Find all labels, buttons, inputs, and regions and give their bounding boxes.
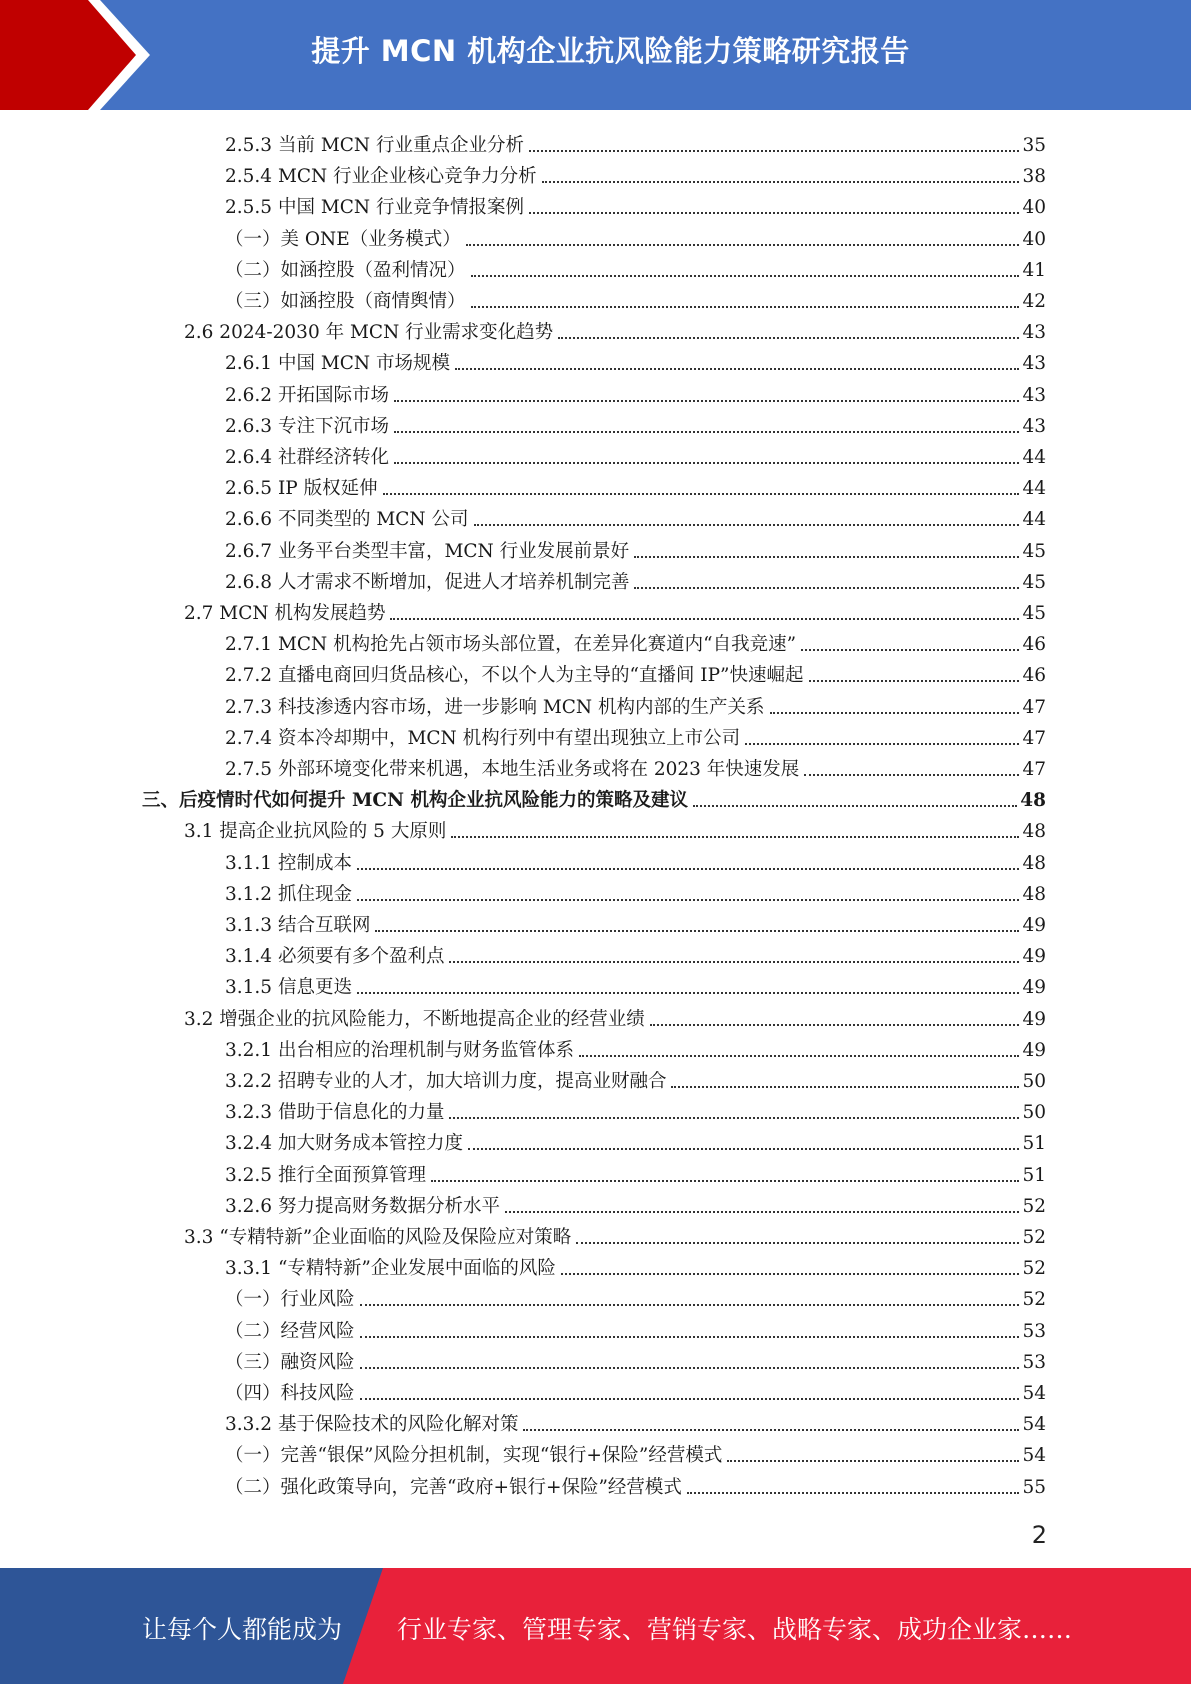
toc-entry[interactable]: [225, 376, 1046, 407]
toc-entry-label: 3.1.1 控制成本: [225, 852, 352, 874]
toc-entry-label: 2.6.2 开拓国际市场: [225, 384, 389, 406]
header-banner: [0, 0, 1191, 110]
toc-entry-label: 2.6 2024-2030 年 MCN 行业需求变化趋势: [184, 322, 554, 344]
toc-dot-leader: [727, 1460, 1019, 1462]
toc-dot-leader: [561, 1273, 1020, 1275]
toc-dot-leader: [634, 556, 1019, 558]
toc-entry-label: 2.5.4 MCN 行业企业核心竞争力分析: [225, 166, 537, 188]
toc-dot-leader: [558, 337, 1019, 339]
toc-dot-leader: [693, 805, 1017, 807]
toc-entry-label: （一）完善“银保”风险分担机制，实现“银行+保险”经营模式: [225, 1445, 723, 1467]
toc-dot-leader: [529, 212, 1019, 214]
toc-dot-leader: [471, 275, 1020, 277]
toc-entry[interactable]: [225, 282, 1046, 313]
toc-entry-page: 49: [1022, 977, 1046, 999]
toc-entry[interactable]: [225, 688, 1046, 719]
toc-dot-leader: [471, 306, 1020, 308]
toc-dot-leader: [671, 1086, 1019, 1088]
toc-entry[interactable]: [184, 1000, 1046, 1031]
toc-entry-label: （二）强化政策导向，完善“政府+银行+保险”经营模式: [225, 1476, 682, 1498]
toc-entry-label: 3.2 增强企业的抗风险能力，不断地提高企业的经营业绩: [184, 1008, 645, 1030]
toc-dot-leader: [449, 961, 1019, 963]
toc-entry-label: 2.6.5 IP 版权延伸: [225, 478, 378, 500]
toc-entry-label: 2.6.4 社群经济转化: [225, 447, 389, 468]
toc-entry-label: 3.2.5 推行全面预算管理: [225, 1164, 426, 1186]
toc-entry[interactable]: [225, 1062, 1046, 1093]
toc-entry[interactable]: [225, 1312, 1046, 1343]
toc-entry-label: （三）如涵控股（商情舆情）: [225, 291, 466, 312]
toc-dot-leader: [357, 868, 1020, 870]
toc-entry-page: 52: [1022, 1195, 1046, 1217]
toc-entry-page: 50: [1022, 1102, 1046, 1124]
toc-entry-page: 40: [1022, 228, 1046, 250]
toc-entry[interactable]: [184, 812, 1046, 843]
toc-dot-leader: [360, 1398, 1020, 1400]
toc-entry[interactable]: [225, 157, 1046, 188]
toc-entry-label: 三、后疫情时代如何提升 MCN 机构企业抗风险能力的策略及建议: [142, 790, 688, 812]
toc-entry-label: 3.2.6 努力提高财务数据分析水平: [225, 1195, 500, 1217]
toc-dot-leader: [687, 1492, 1020, 1494]
toc-dot-leader: [360, 1367, 1020, 1369]
toc-entry-label: （二）如涵控股（盈利情况）: [225, 259, 466, 281]
toc-entry[interactable]: [142, 781, 1046, 812]
toc-entry[interactable]: [225, 344, 1046, 375]
toc-entry[interactable]: [225, 1093, 1046, 1124]
toc-entry-page: 45: [1022, 571, 1046, 593]
toc-entry[interactable]: [225, 220, 1046, 251]
toc-entry[interactable]: [184, 1218, 1046, 1249]
toc-entry-page: 41: [1022, 259, 1046, 281]
toc-dot-leader: [431, 1180, 1019, 1182]
toc-entry-page: 50: [1022, 1071, 1046, 1092]
toc-entry[interactable]: [225, 656, 1046, 687]
toc-dot-leader: [466, 244, 1020, 246]
toc-entry[interactable]: [184, 313, 1046, 344]
toc-entry-page: 43: [1022, 384, 1046, 406]
toc-entry[interactable]: [225, 875, 1046, 906]
toc-entry-label: 3.1.4 必须要有多个盈利点: [225, 946, 445, 968]
toc-dot-leader: [360, 1336, 1020, 1338]
toc-entry-page: 43: [1022, 415, 1046, 437]
toc-entry-label: 2.5.5 中国 MCN 行业竞争情报案例: [225, 197, 524, 219]
toc-dot-leader: [390, 618, 1019, 620]
toc-entry-label: 3.3.2 基于保险技术的风险化解对策: [225, 1414, 519, 1436]
toc-entry[interactable]: [225, 1280, 1046, 1311]
toc-entry-label: 2.7.2 直播电商回归货品核心，不以个人为主导的“直播间 IP”快速崛起: [225, 665, 804, 687]
toc-dot-leader: [375, 930, 1019, 932]
toc-entry[interactable]: [225, 251, 1046, 282]
footer-banner: [0, 1568, 1191, 1684]
toc-entry[interactable]: [225, 1124, 1046, 1155]
toc-entry-page: 54: [1022, 1445, 1046, 1467]
toc-entry-label: 2.7.5 外部环境变化带来机遇，本地生活业务或将在 2023 年快速发展: [225, 759, 800, 780]
toc-entry-label: 2.6.6 不同类型的 MCN 公司: [225, 509, 469, 531]
toc-entry-page: 53: [1022, 1351, 1046, 1373]
toc-dot-leader: [576, 1242, 1019, 1244]
toc-entry-page: 44: [1022, 447, 1046, 468]
toc-entry[interactable]: [225, 1156, 1046, 1187]
footer-slogan-right: 行业专家、管理专家、营销专家、战略专家、成功企业家……: [397, 1615, 1073, 1644]
toc-entry-label: 3.1 提高企业抗风险的 5 大原则: [184, 821, 447, 843]
toc-dot-leader: [394, 431, 1019, 433]
toc-entry-page: 49: [1022, 1039, 1046, 1061]
toc-entry-label: 3.2.4 加大财务成本管控力度: [225, 1133, 463, 1155]
toc-entry[interactable]: [225, 937, 1046, 968]
toc-entry-page: 48: [1022, 852, 1046, 874]
toc-dot-leader: [468, 1148, 1019, 1150]
toc-entry[interactable]: [225, 126, 1046, 157]
toc-entry-label: 3.3.1 “专精特新”企业发展中面临的风险: [225, 1258, 556, 1280]
toc-entry-page: 48: [1020, 790, 1046, 812]
toc-dot-leader: [394, 462, 1019, 464]
toc-entry[interactable]: [225, 563, 1046, 594]
toc-dot-leader: [505, 1211, 1019, 1213]
toc-entry-label: 2.7 MCN 机构发展趋势: [184, 603, 386, 624]
toc-entry[interactable]: [225, 1343, 1046, 1374]
toc-dot-leader: [804, 774, 1019, 776]
toc-entry[interactable]: [225, 1031, 1046, 1062]
toc-entry-page: 44: [1022, 509, 1046, 531]
toc-entry-page: 43: [1022, 322, 1046, 344]
report-title: 提升 MCN 机构企业抗风险能力策略研究报告: [311, 34, 910, 68]
toc-entry-label: 2.6.1 中国 MCN 市场规模: [225, 353, 450, 375]
toc-dot-leader: [357, 992, 1020, 994]
toc-entry[interactable]: [225, 719, 1046, 750]
toc-entry[interactable]: [184, 594, 1046, 625]
toc-entry[interactable]: [225, 1374, 1046, 1405]
toc-entry-label: 2.6.7 业务平台类型丰富，MCN 行业发展前景好: [225, 540, 630, 562]
toc-entry[interactable]: [225, 1249, 1046, 1280]
toc-entry-page: 47: [1022, 727, 1046, 749]
toc-entry[interactable]: [225, 844, 1046, 875]
toc-entry-page: 40: [1022, 197, 1046, 219]
toc-entry-label: （三）融资风险: [225, 1351, 355, 1373]
toc-entry-page: 52: [1022, 1227, 1046, 1248]
toc-entry-page: 47: [1022, 696, 1046, 718]
toc-entry-label: 2.6.8 人才需求不断增加，促进人才培养机制完善: [225, 571, 630, 593]
toc-entry-label: 3.2.2 招聘专业的人才，加大培训力度，提高业财融合: [225, 1071, 667, 1092]
toc-entry[interactable]: [225, 438, 1046, 469]
toc-dot-leader: [455, 368, 1019, 370]
toc-dot-leader: [449, 1117, 1019, 1119]
toc-entry-page: 49: [1022, 915, 1046, 936]
toc-entry-page: 53: [1022, 1320, 1046, 1342]
toc-entry-label: 3.3 “专精特新”企业面临的风险及保险应对策略: [184, 1227, 572, 1248]
toc-dot-leader: [394, 400, 1019, 402]
toc-entry-page: 49: [1022, 1008, 1046, 1030]
toc-entry-page: 38: [1022, 166, 1046, 188]
toc-entry[interactable]: [225, 968, 1046, 999]
toc-entry-label: （四）科技风险: [225, 1383, 355, 1404]
toc-entry-label: 3.1.3 结合互联网: [225, 915, 371, 936]
toc-entry-page: 44: [1022, 478, 1046, 500]
toc-entry-page: 54: [1022, 1414, 1046, 1436]
toc-entry-label: 2.7.4 资本冷却期中，MCN 机构行列中有望出现独立上市公司: [225, 727, 741, 749]
toc-entry[interactable]: [225, 469, 1046, 500]
toc-entry-page: 54: [1022, 1383, 1046, 1404]
toc-entry-page: 43: [1022, 353, 1046, 375]
toc-entry-label: 2.6.3 专注下沉市场: [225, 415, 389, 437]
toc-dot-leader: [523, 1429, 1019, 1431]
toc-dot-leader: [542, 181, 1020, 183]
toc-entry-label: （二）经营风险: [225, 1320, 355, 1342]
toc-dot-leader: [383, 493, 1020, 495]
toc-entry-label: 3.1.2 抓住现金: [225, 883, 352, 905]
toc-entry[interactable]: [225, 532, 1046, 563]
toc-entry[interactable]: [225, 750, 1046, 781]
toc-entry-label: （一）美 ONE（业务模式）: [225, 228, 461, 250]
toc-entry-page: 47: [1022, 759, 1046, 780]
toc-dot-leader: [650, 1024, 1020, 1026]
toc-entry-page: 42: [1022, 291, 1046, 312]
toc-entry-page: 55: [1022, 1476, 1046, 1498]
toc-entry-label: 3.1.5 信息更迭: [225, 977, 352, 999]
toc-entry-page: 48: [1022, 821, 1046, 843]
toc-entry-label: 2.7.1 MCN 机构抢先占领市场头部位置，在差异化赛道内“自我竞速”: [225, 634, 797, 656]
toc-entry-label: 3.2.1 出台相应的治理机制与财务监管体系: [225, 1039, 574, 1061]
toc-entry[interactable]: [225, 1187, 1046, 1218]
toc-entry-label: 3.2.3 借助于信息化的力量: [225, 1102, 445, 1124]
footer-slogan-left: 让每个人都能成为: [142, 1615, 343, 1644]
toc-entry[interactable]: [225, 1405, 1046, 1436]
toc-entry[interactable]: [225, 625, 1046, 656]
toc-dot-leader: [801, 649, 1019, 651]
toc-entry[interactable]: [225, 906, 1046, 937]
toc-entry-page: 51: [1022, 1133, 1046, 1155]
toc-entry-page: 49: [1022, 946, 1046, 968]
toc-entry-page: 45: [1022, 603, 1046, 624]
toc-dot-leader: [745, 743, 1019, 745]
toc-entry-page: 52: [1022, 1258, 1046, 1280]
toc-dot-leader: [579, 1055, 1019, 1057]
toc-entry[interactable]: [225, 407, 1046, 438]
toc-dot-leader: [474, 524, 1020, 526]
toc-dot-leader: [360, 1304, 1020, 1306]
page-number: 2: [1031, 1521, 1047, 1549]
toc-entry-page: 35: [1022, 135, 1046, 156]
toc-dot-leader: [529, 150, 1019, 152]
toc-entry[interactable]: [225, 500, 1046, 531]
toc-entry[interactable]: [225, 1468, 1046, 1499]
toc-dot-leader: [809, 680, 1020, 682]
toc-entry-page: 48: [1022, 883, 1046, 905]
toc-dot-leader: [451, 836, 1019, 838]
toc-dot-leader: [770, 712, 1020, 714]
toc-entry-page: 51: [1022, 1164, 1046, 1186]
toc-entry-page: 45: [1022, 540, 1046, 562]
toc-entry-label: 2.7.3 科技渗透内容市场，进一步影响 MCN 机构内部的生产关系: [225, 696, 765, 718]
toc-entry-label: （一）行业风险: [225, 1289, 355, 1311]
toc-entry-label: 2.5.3 当前 MCN 行业重点企业分析: [225, 135, 524, 156]
toc-dot-leader: [357, 899, 1020, 901]
toc-entry[interactable]: [225, 1436, 1046, 1467]
toc-dot-leader: [634, 587, 1019, 589]
toc-entry-page: 52: [1022, 1289, 1046, 1311]
toc-entry-page: 46: [1022, 634, 1046, 656]
toc-entry[interactable]: [225, 188, 1046, 219]
toc-entry-page: 46: [1022, 665, 1046, 687]
